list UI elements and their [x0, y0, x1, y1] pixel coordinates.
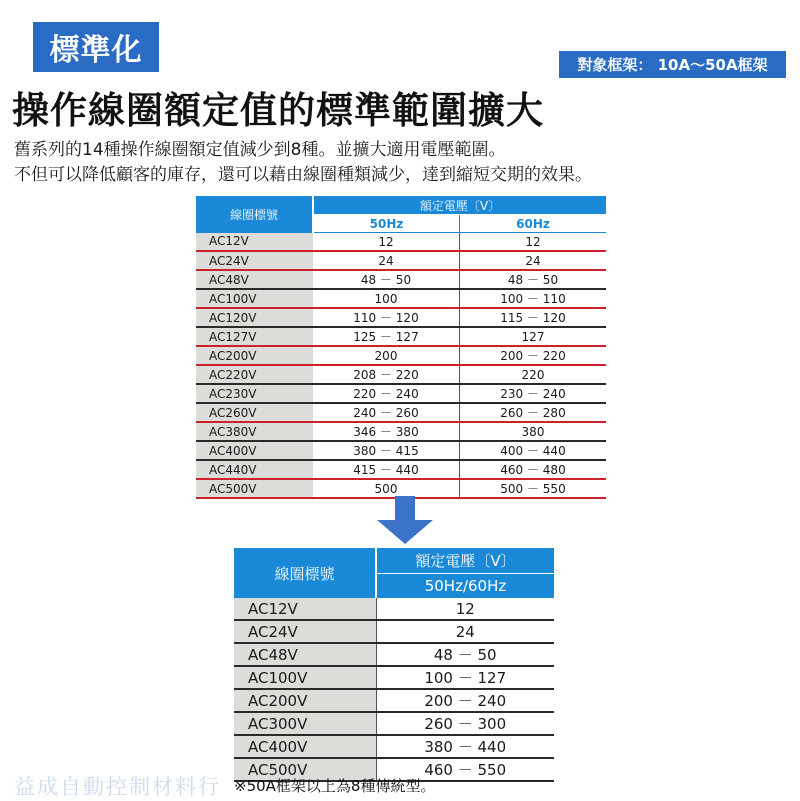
voltage-60hz: 500 － 550: [460, 479, 607, 498]
voltage-60hz: 48 － 50: [460, 270, 607, 289]
table-row: [234, 643, 554, 666]
coil-code: AC12V: [234, 598, 376, 620]
coil-code: AC48V: [196, 270, 313, 289]
table-row: [196, 327, 606, 346]
table-row: [196, 270, 606, 289]
table-row: [196, 403, 606, 422]
coil-code: AC24V: [196, 251, 313, 270]
page-title: 操作線圈額定值的標準範圍擴大: [12, 89, 544, 132]
coil-code: AC300V: [234, 712, 376, 735]
table-row: [234, 689, 554, 712]
voltage-50hz: 200: [313, 346, 460, 365]
new-table-body: [234, 598, 554, 781]
voltage-50-60hz: 460 － 550: [376, 758, 554, 781]
table-row: [196, 384, 606, 403]
coil-code: AC380V: [196, 422, 313, 441]
voltage-50hz: 240 － 260: [313, 403, 460, 422]
voltage-60hz: 400 － 440: [460, 441, 607, 460]
col-rated-voltage: 額定電壓〔V〕: [313, 196, 606, 215]
coil-code: AC48V: [234, 643, 376, 666]
coil-code: AC24V: [234, 620, 376, 643]
voltage-50hz: 220 － 240: [313, 384, 460, 403]
coil-code: AC400V: [196, 441, 313, 460]
voltage-50hz: 48 － 50: [313, 270, 460, 289]
coil-code: AC120V: [196, 308, 313, 327]
voltage-60hz: 260 － 280: [460, 403, 607, 422]
table-row: [234, 666, 554, 689]
voltage-60hz: 100 － 110: [460, 289, 607, 308]
coil-code: AC220V: [196, 365, 313, 384]
table-row: [234, 598, 554, 620]
voltage-50hz: 12: [313, 233, 460, 252]
coil-code: AC127V: [196, 327, 313, 346]
col-coil-code: 線圈標號: [234, 548, 376, 598]
voltage-60hz: 380: [460, 422, 607, 441]
voltage-50-60hz: 100 － 127: [376, 666, 554, 689]
coil-code: AC100V: [196, 289, 313, 308]
voltage-60hz: 127: [460, 327, 607, 346]
voltage-50-60hz: 24: [376, 620, 554, 643]
voltage-60hz: 460 － 480: [460, 460, 607, 479]
table-row: [196, 365, 606, 384]
new-coil-rating-table: [234, 548, 554, 782]
voltage-50hz: 24: [313, 251, 460, 270]
voltage-50hz: 110 － 120: [313, 308, 460, 327]
col-coil-code: 線圈標號: [196, 196, 313, 233]
voltage-60hz: 200 － 220: [460, 346, 607, 365]
coil-code: AC500V: [196, 479, 313, 498]
voltage-50-60hz: 12: [376, 598, 554, 620]
table-row: [196, 422, 606, 441]
table-row: [196, 289, 606, 308]
col-50hz: 50Hz: [313, 215, 460, 233]
coil-code: AC230V: [196, 384, 313, 403]
description: [14, 138, 592, 188]
standardization-badge: 標準化: [33, 22, 159, 72]
table-row: [196, 308, 606, 327]
voltage-50-60hz: 48 － 50: [376, 643, 554, 666]
footnote: ※50A框架以上為8種傳統型。: [234, 777, 436, 795]
old-coil-rating-table: [196, 196, 606, 499]
col-60hz: 60Hz: [460, 215, 607, 233]
coil-code: AC260V: [196, 403, 313, 422]
table-row: [234, 620, 554, 643]
coil-code: AC500V: [234, 758, 376, 781]
table-row: [196, 233, 606, 252]
old-table-body: [196, 233, 606, 499]
watermark: 益成自動控制材料行: [14, 775, 221, 799]
voltage-60hz: 220: [460, 365, 607, 384]
arrow-down-icon: [375, 496, 435, 544]
description-line: 舊系列的14種操作線圈額定值減少到8種。並擴大適用電壓範圍。: [14, 140, 506, 160]
voltage-50-60hz: 260 － 300: [376, 712, 554, 735]
voltage-60hz: 115 － 120: [460, 308, 607, 327]
voltage-60hz: 12: [460, 233, 607, 252]
table-row: [196, 441, 606, 460]
coil-code: AC440V: [196, 460, 313, 479]
voltage-50hz: 125 － 127: [313, 327, 460, 346]
coil-code: AC200V: [234, 689, 376, 712]
description-line: 不但可以降低顧客的庫存，還可以藉由線圈種類減少，達到縮短交期的效果。: [14, 165, 592, 185]
coil-code: AC400V: [234, 735, 376, 758]
voltage-50hz: 380 － 415: [313, 441, 460, 460]
coil-code: AC12V: [196, 233, 313, 252]
target-frame-label: 對象框架： 10A～50A框架: [559, 51, 786, 78]
col-rated-voltage: 額定電壓〔V〕: [376, 548, 554, 574]
col-50-60hz: 50Hz/60Hz: [376, 574, 554, 599]
coil-code: AC200V: [196, 346, 313, 365]
table-row: [196, 346, 606, 365]
voltage-60hz: 24: [460, 251, 607, 270]
table-row: [196, 251, 606, 270]
voltage-50-60hz: 380 － 440: [376, 735, 554, 758]
voltage-50hz: 208 － 220: [313, 365, 460, 384]
voltage-60hz: 230 － 240: [460, 384, 607, 403]
voltage-50hz: 100: [313, 289, 460, 308]
table-row: [196, 460, 606, 479]
table-row: [234, 712, 554, 735]
voltage-50-60hz: 200 － 240: [376, 689, 554, 712]
table-row: [234, 735, 554, 758]
voltage-50hz: 500: [313, 479, 460, 498]
voltage-50hz: 415 － 440: [313, 460, 460, 479]
coil-code: AC100V: [234, 666, 376, 689]
voltage-50hz: 346 － 380: [313, 422, 460, 441]
